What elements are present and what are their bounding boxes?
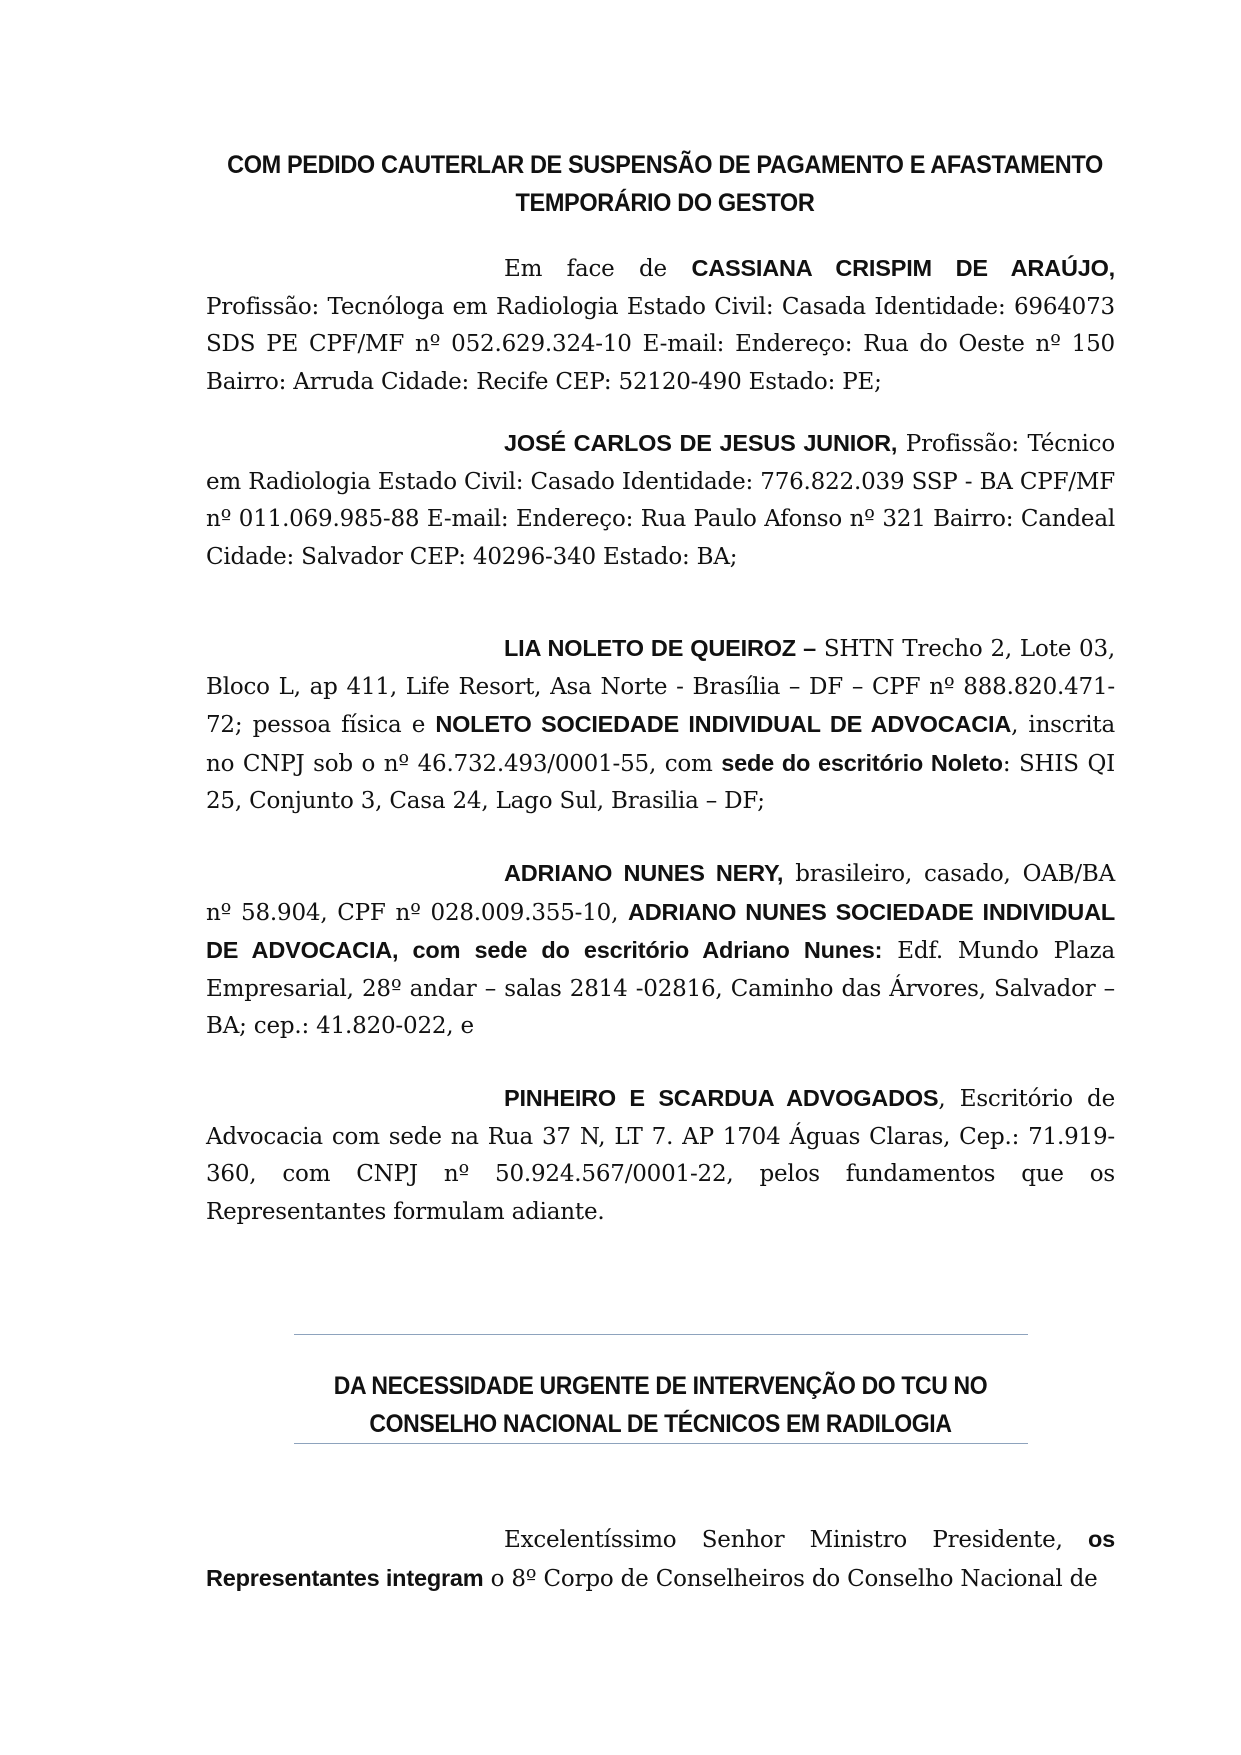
party-name: PINHEIRO E SCARDUA ADVOGADOS — [504, 1085, 939, 1111]
party-paragraph-jose — [206, 425, 1115, 576]
party-details: Edf. Mundo Plaza Empresarial, 28º andar – salas 2814 -02816, Caminho das Árvores, Salvador – BA; cep.: 41.820-022, e — [206, 938, 1115, 1039]
party-details: Profissão: Tecnóloga em Radiologia Estado Civil: Casada Identidade: 6964073 SDS PE CPF/MF nº 052.629.324-10 E-mail: Endereço: Rua do Oeste nº 150 Bairro: Arruda Cidade: Recife CEP: 52120-490 Estado: PE; — [206, 293, 1115, 395]
paragraph-lead: Em face de — [504, 256, 692, 282]
party-paragraph-pinheiro — [206, 1080, 1115, 1231]
party-paragraph-lia — [206, 630, 1115, 821]
party-name: ADRIANO NUNES NERY, — [504, 860, 784, 886]
document-title-line-1: COM PEDIDO CAUTERLAR DE SUSPENSÃO DE PAGAMENTO E AFASTAMENTO — [227, 151, 1103, 179]
party-details: SHTN Trecho 2, Lote 03, Bloco L, ap 411, Life Resort, Asa Norte - Brasília – DF – CPF nº 888.820.471-72; pessoa física e — [206, 636, 1115, 738]
section-rule-bottom — [294, 1443, 1028, 1444]
section-title-line-2: CONSELHO NACIONAL DE TÉCNICOS EM RADILOGIA — [369, 1410, 952, 1438]
body-paragraph-intro — [206, 1521, 1115, 1598]
salutation: Excelentíssimo Senhor Ministro Presidente, — [504, 1527, 1088, 1553]
party-details: Profissão: Técnico em Radiologia Estado Civil: Casado Identidade: 776.822.039 SSP - BA CPF/MF nº 011.069.985-88 E-mail: Endereço: Rua Paulo Afonso nº 321 Bairro: Candeal Cidade: Salvador CEP: 40296-340 Estado: BA; — [206, 431, 1115, 570]
document-title — [219, 146, 1112, 222]
party-paragraph-cassiana — [206, 250, 1115, 401]
party-name: JOSÉ CARLOS DE JESUS JUNIOR, — [504, 430, 898, 456]
party-name: CASSIANA CRISPIM DE ARAÚJO, — [691, 255, 1115, 281]
document-title-line-2: TEMPORÁRIO DO GESTOR — [515, 189, 815, 217]
section-title — [242, 1367, 1078, 1443]
party-details: , inscrita no CNPJ sob o nº 46.732.493/0001-55, com — [206, 712, 1115, 777]
paragraph-text: o 8º Corpo de Conselheiros do Conselho Nacional de — [483, 1565, 1098, 1592]
firm-name: ADRIANO NUNES SOCIEDADE INDIVIDUAL DE ADVOCACIA, com sede do escritório Adriano Nunes: — [206, 898, 1115, 963]
party-details: brasileiro, casado, OAB/BA nº 58.904, CPF nº 028.009.355-10, — [206, 861, 1116, 926]
party-details: , Escritório de Advocacia com sede na Rua 37 N, LT 7. AP 1704 Águas Claras, Cep.: 71.919-360, com CNPJ nº 50.924.567/0001-22, pelos fundamentos que os Representantes formulam adiante. — [206, 1086, 1115, 1225]
firm-name: NOLETO SOCIEDADE INDIVIDUAL DE ADVOCACIA — [435, 711, 1012, 737]
office-label: sede do escritório Noleto — [721, 749, 1003, 776]
party-details: : SHIS QI 25, Conjunto 3, Casa 24, Lago Sul, Brasilia – DF; — [206, 750, 1115, 814]
section-title-line-1: DA NECESSIDADE URGENTE DE INTERVENÇÃO DO TCU NO — [333, 1372, 988, 1400]
party-paragraph-adriano — [206, 855, 1115, 1046]
party-name: LIA NOLETO DE QUEIROZ – — [504, 635, 816, 661]
emphasis-text: os Representantes integram — [206, 1526, 1115, 1591]
section-rule-top — [294, 1334, 1028, 1335]
